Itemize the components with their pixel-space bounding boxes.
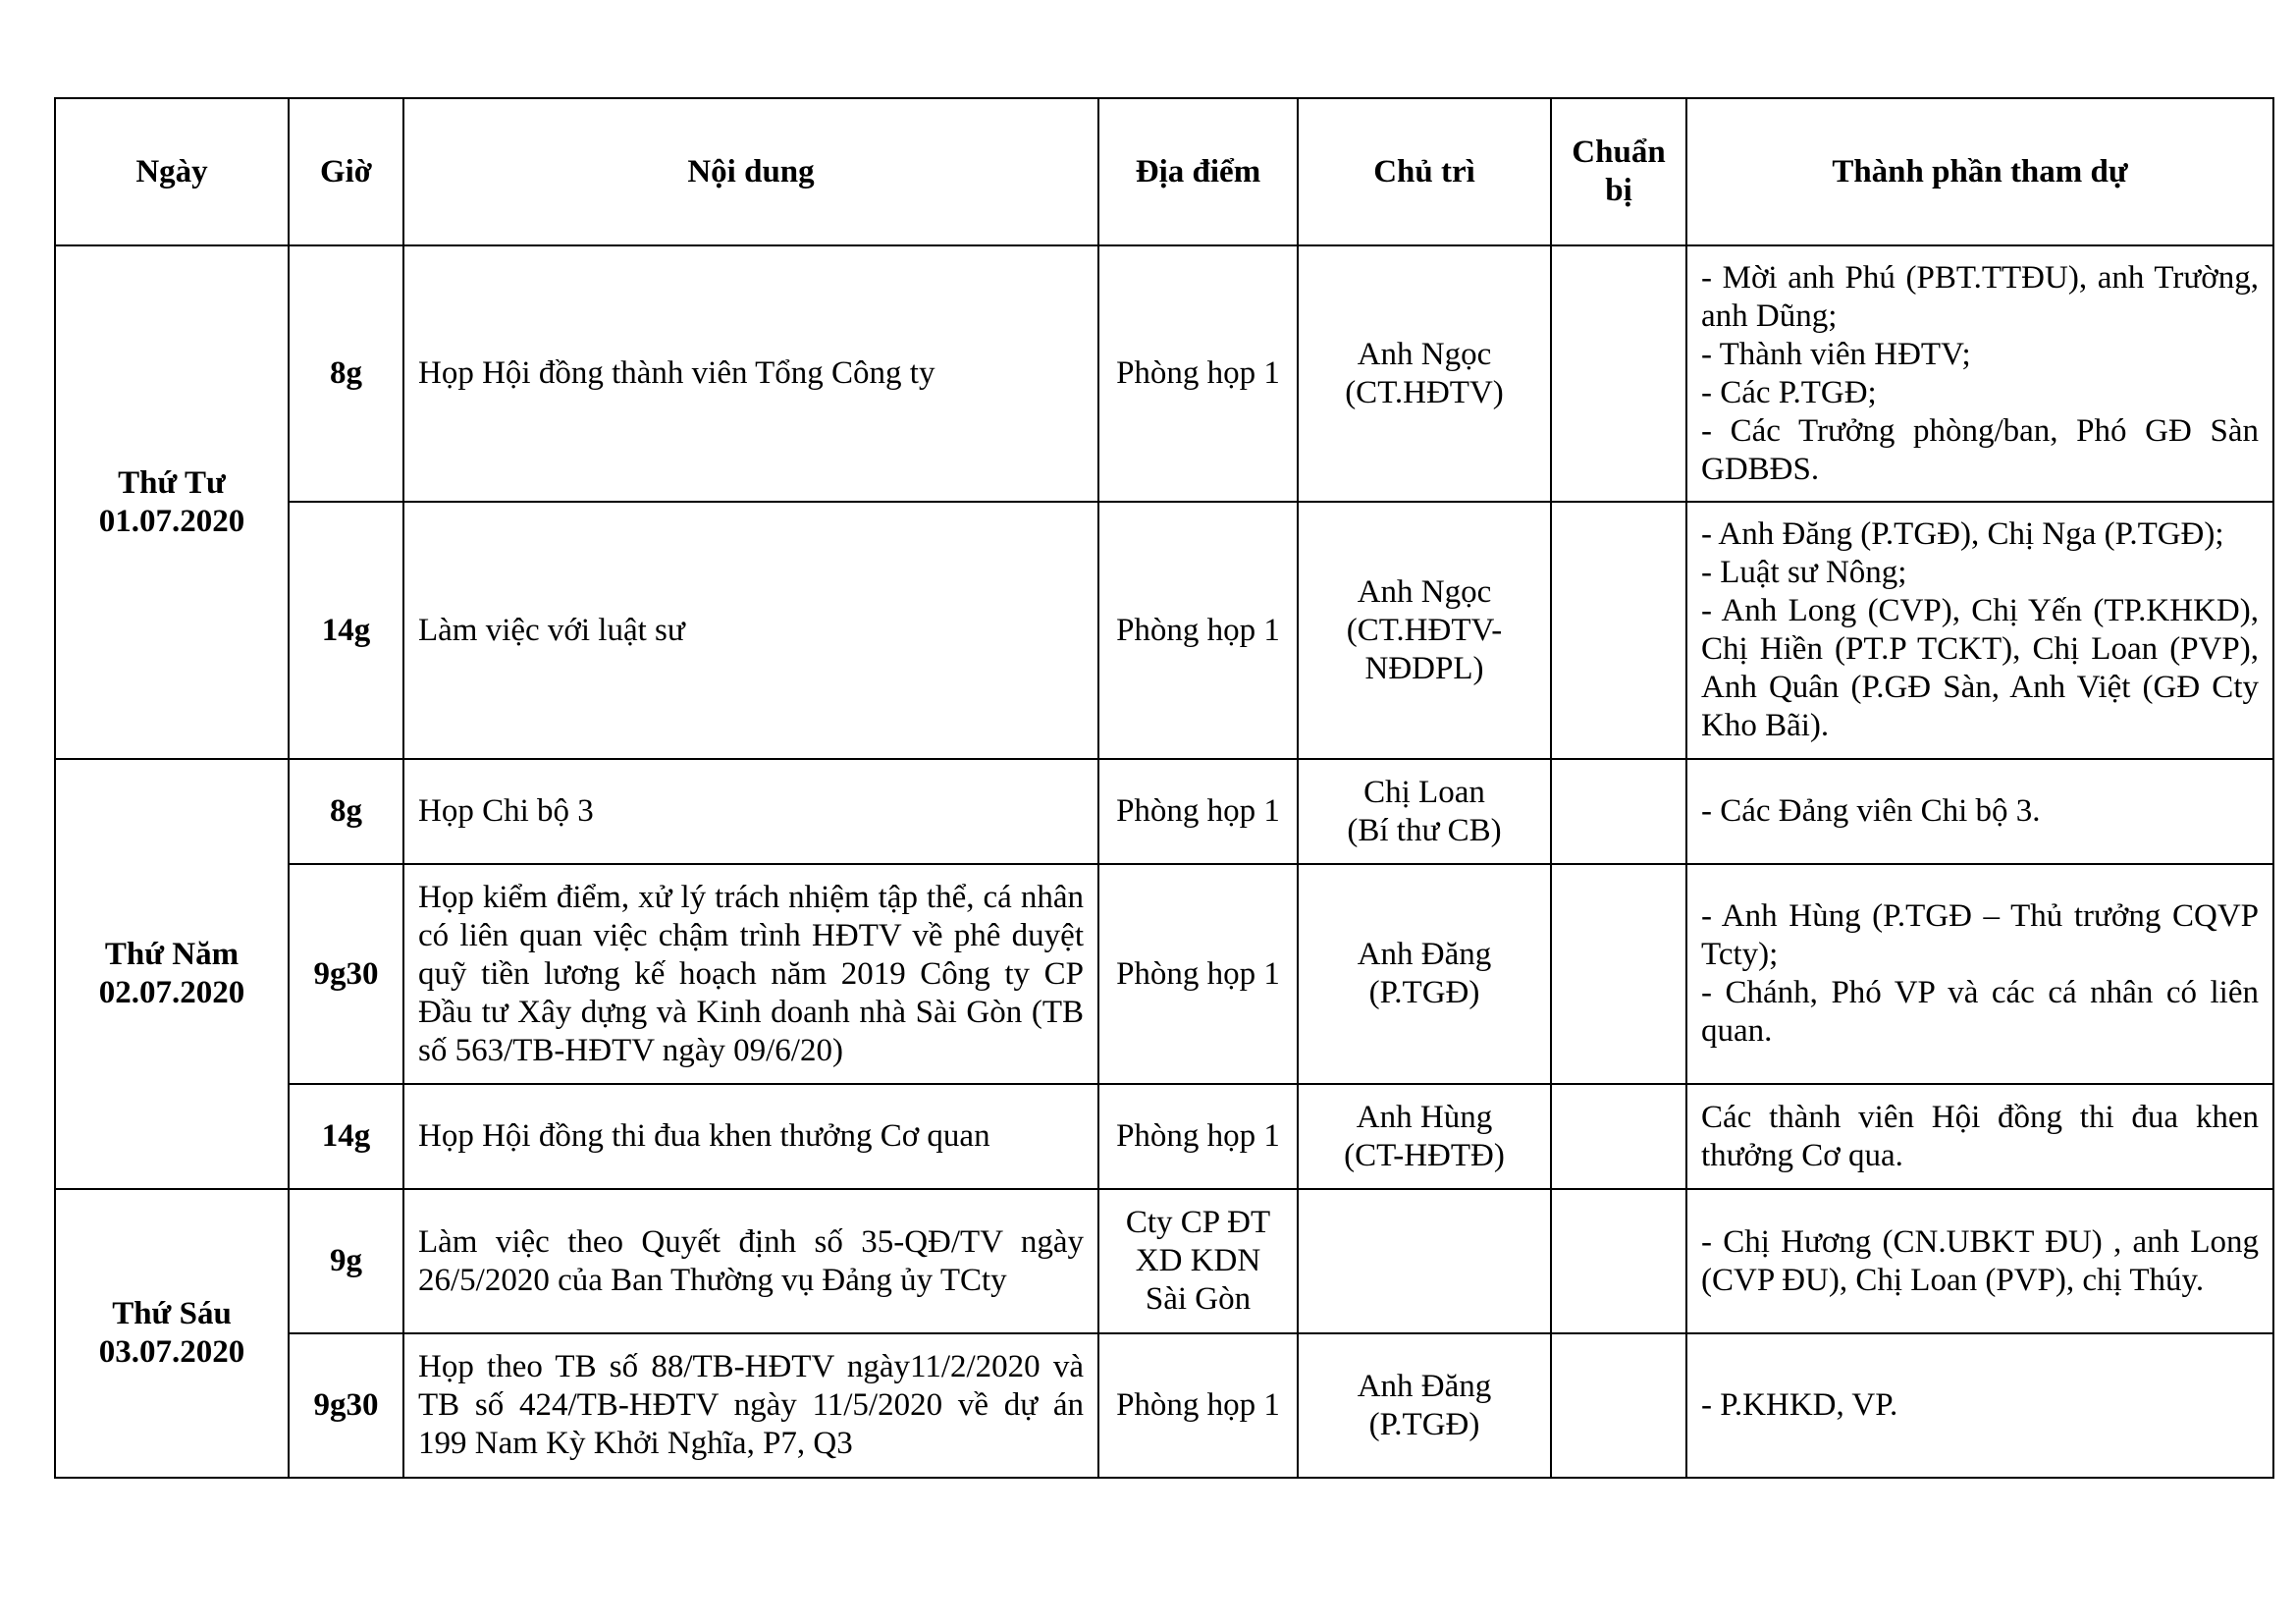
header-content: Nội dung bbox=[403, 98, 1098, 245]
prep-cell bbox=[1551, 864, 1686, 1084]
time-cell: 9g30 bbox=[289, 1333, 403, 1478]
host-cell bbox=[1298, 864, 1551, 1084]
table-row bbox=[55, 759, 2273, 864]
prep-cell bbox=[1551, 759, 1686, 864]
day-cell bbox=[55, 1189, 289, 1478]
table-row bbox=[55, 245, 2273, 502]
location-line: Cty CP ĐT bbox=[1125, 1205, 1271, 1240]
prep-cell bbox=[1551, 1189, 1686, 1333]
location-line: Sài Gòn bbox=[1145, 1281, 1252, 1317]
host-line: Anh Ngọc bbox=[1357, 336, 1492, 372]
host-line: (CT.HĐTV) bbox=[1345, 374, 1504, 410]
host-line: (CT-HĐTĐ) bbox=[1344, 1137, 1505, 1173]
content-cell: Họp Hội đồng thành viên Tổng Công ty bbox=[403, 245, 1098, 502]
location-line: Phòng họp 1 bbox=[1116, 793, 1280, 829]
day-cell bbox=[55, 759, 289, 1189]
attendee-line: - Các P.TGĐ; bbox=[1701, 374, 1877, 410]
table-row bbox=[55, 1084, 2273, 1189]
header-host: Chủ trì bbox=[1298, 98, 1551, 245]
day-weekday: Thứ Năm bbox=[104, 937, 240, 972]
host-line: Chị Loan bbox=[1363, 774, 1485, 810]
attendee-line: Các thành viên Hội đồng thi đua khen thưởng Cơ qua. bbox=[1701, 1099, 2259, 1173]
host-cell bbox=[1298, 1189, 1551, 1333]
prep-cell bbox=[1551, 1084, 1686, 1189]
location-cell bbox=[1098, 759, 1298, 864]
attendees-cell bbox=[1686, 1333, 2273, 1478]
header-time: Giờ bbox=[289, 98, 403, 245]
host-cell bbox=[1298, 502, 1551, 759]
day-weekday: Thứ Sáu bbox=[112, 1296, 232, 1331]
header-prep bbox=[1551, 98, 1686, 245]
location-line: XD KDN bbox=[1135, 1243, 1261, 1278]
prep-cell bbox=[1551, 502, 1686, 759]
schedule-table bbox=[54, 97, 2274, 1479]
attendees-cell bbox=[1686, 759, 2273, 864]
table-row bbox=[55, 1333, 2273, 1478]
header-prep-line-2: bị bbox=[1605, 173, 1632, 208]
host-line: (Bí thư CB) bbox=[1347, 812, 1502, 848]
host-line: Anh Hùng bbox=[1356, 1099, 1493, 1135]
host-line: Anh Đăng bbox=[1357, 937, 1492, 972]
day-date: 03.07.2020 bbox=[98, 1334, 245, 1370]
location-line: Phòng họp 1 bbox=[1116, 1387, 1280, 1423]
attendee-line: - Mời anh Phú (PBT.TTĐU), anh Trường, anh Dũng; bbox=[1701, 259, 2259, 334]
content-cell: Họp Chi bộ 3 bbox=[403, 759, 1098, 864]
table-row bbox=[55, 502, 2273, 759]
attendee-line: - Chánh, Phó VP và các cá nhân có liên quan. bbox=[1701, 975, 2259, 1049]
attendees-cell bbox=[1686, 502, 2273, 759]
location-cell bbox=[1098, 1189, 1298, 1333]
location-cell bbox=[1098, 245, 1298, 502]
host-line: NĐDPL) bbox=[1364, 650, 1484, 686]
day-cell bbox=[55, 245, 289, 759]
attendee-line: - P.KHKD, VP. bbox=[1701, 1387, 1898, 1423]
host-cell bbox=[1298, 1333, 1551, 1478]
attendee-line: - Anh Đăng (P.TGĐ), Chị Nga (P.TGĐ); bbox=[1701, 516, 2224, 552]
attendee-line: - Các Trưởng phòng/ban, Phó GĐ Sàn GDBĐS. bbox=[1701, 412, 2259, 487]
attendees-cell bbox=[1686, 1084, 2273, 1189]
time-cell: 9g bbox=[289, 1189, 403, 1333]
content-cell: Họp kiểm điểm, xử lý trách nhiệm tập thể, cá nhân có liên quan việc chậm trình HĐTV về phê duyệt quỹ tiền lương kế hoạch năm 2019 Công ty CP Đầu tư Xây dựng và Kinh doanh nhà Sài Gòn (TB số 563/TB-HĐTV ngày 09/6/20) bbox=[403, 864, 1098, 1084]
attendees-cell bbox=[1686, 245, 2273, 502]
header-row bbox=[55, 98, 2273, 245]
location-cell bbox=[1098, 1333, 1298, 1478]
header-prep-line-1: Chuẩn bbox=[1572, 135, 1666, 170]
host-line: Anh Ngọc bbox=[1357, 573, 1492, 610]
location-line: Phòng họp 1 bbox=[1116, 612, 1280, 648]
day-date: 02.07.2020 bbox=[98, 975, 245, 1010]
content-cell: Họp Hội đồng thi đua khen thưởng Cơ quan bbox=[403, 1084, 1098, 1189]
location-cell bbox=[1098, 502, 1298, 759]
time-cell: 8g bbox=[289, 759, 403, 864]
location-cell bbox=[1098, 1084, 1298, 1189]
prep-cell bbox=[1551, 1333, 1686, 1478]
location-line: Phòng họp 1 bbox=[1116, 355, 1280, 391]
location-cell bbox=[1098, 864, 1298, 1084]
schedule-body bbox=[55, 245, 2273, 1478]
host-line: (P.TGĐ) bbox=[1368, 975, 1480, 1010]
host-line: Anh Đăng bbox=[1357, 1368, 1492, 1404]
location-line: Phòng họp 1 bbox=[1116, 1118, 1280, 1154]
time-cell: 9g30 bbox=[289, 864, 403, 1084]
attendee-line: - Chị Hương (CN.UBKT ĐU) , anh Long (CVP ĐU), Chị Loan (PVP), chị Thúy. bbox=[1701, 1223, 2259, 1298]
attendees-cell bbox=[1686, 864, 2273, 1084]
table-row bbox=[55, 864, 2273, 1084]
time-cell: 14g bbox=[289, 502, 403, 759]
content-cell: Làm việc với luật sư bbox=[403, 502, 1098, 759]
location-line: Phòng họp 1 bbox=[1116, 955, 1280, 992]
day-date: 01.07.2020 bbox=[98, 503, 245, 539]
table-row bbox=[55, 1189, 2273, 1333]
content-cell: Họp theo TB số 88/TB-HĐTV ngày11/2/2020 và TB số 424/TB-HĐTV ngày 11/5/2020 về dự án 199 Nam Kỳ Khởi Nghĩa, P7, Q3 bbox=[403, 1333, 1098, 1478]
host-cell bbox=[1298, 245, 1551, 502]
attendee-line: - Luật sư Nông; bbox=[1701, 555, 1907, 590]
time-cell: 14g bbox=[289, 1084, 403, 1189]
host-line: (P.TGĐ) bbox=[1368, 1406, 1480, 1442]
header-location: Địa điểm bbox=[1098, 98, 1298, 245]
host-line: (CT.HĐTV- bbox=[1346, 612, 1503, 648]
prep-cell bbox=[1551, 245, 1686, 502]
header-day: Ngày bbox=[55, 98, 289, 245]
time-cell: 8g bbox=[289, 245, 403, 502]
content-cell: Làm việc theo Quyết định số 35-QĐ/TV ngày 26/5/2020 của Ban Thường vụ Đảng ủy TCty bbox=[403, 1189, 1098, 1333]
attendee-line: - Anh Long (CVP), Chị Yến (TP.KHKD), Chị Hiền (PT.P TCKT), Chị Loan (PVP), Anh Quân (P.GĐ Sàn, Anh Việt (GĐ Cty Kho Bãi). bbox=[1701, 593, 2259, 743]
attendees-cell bbox=[1686, 1189, 2273, 1333]
attendee-line: - Anh Hùng (P.TGĐ – Thủ trưởng CQVP Tcty); bbox=[1701, 898, 2259, 972]
host-cell bbox=[1298, 1084, 1551, 1189]
attendee-line: - Thành viên HĐTV; bbox=[1701, 336, 1971, 372]
header-attendees: Thành phần tham dự bbox=[1686, 98, 2273, 245]
day-weekday: Thứ Tư bbox=[118, 464, 226, 501]
attendee-line: - Các Đảng viên Chi bộ 3. bbox=[1701, 793, 2041, 829]
host-cell bbox=[1298, 759, 1551, 864]
